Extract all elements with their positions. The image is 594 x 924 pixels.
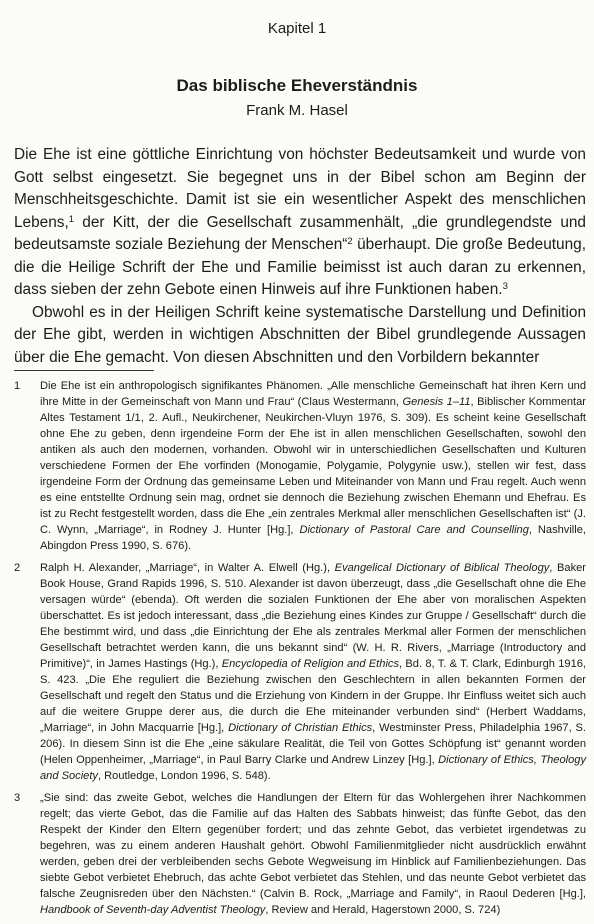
paragraph-1: Die Ehe ist eine göttliche Einrichtung von höchster Bedeutsamkeit und wurde von Gott selbst eingesetzt. Sie begegnet uns in der Bibel schon am Beginn der Menschheitsgeschichte. Damit ist sie ein wesentlicher Aspekt des menschlichen Lebens,$^1$ der Kitt, der die Gesellschaft zusammenhält, „die grundlegendste und bedeutsamste soziale Beziehung der Menschen“$^2$ überhaupt. Die große Bedeutung, die die Heilige Schrift der Ehe und Familie beimisst ist auch daran zu erkennen, dass sieben der zehn Gebote einen Hinweis auf ihre Funktionen haben.$^3$ xyxy=(14,146,587,298)
author-name: Frank M. Hasel xyxy=(246,102,348,119)
chapter-title: Das biblische Eheverständnis xyxy=(176,76,418,95)
footnote-2: 2 Ralph H. Alexander, „Marriage“, in Walter A. Elwell (Hg.), Evangelical Dictionary of Biblical Theology, Baker Book House, Grand Rapids 1996, S. 510. Alexander ist davon überzeugt, dass „die Gesellschaft ohne die Ehe versagen würde“ (ebenda). Oft werden die sozialen Funktionen der Ehe aber von moralischen Aspekten überschattet. Es ist jedoch interessant, dass „die Beziehung eines Kindes zur Gruppe / Gesellschaft“ durch die Ehe bestimmt wird, und dass „die Einrichtung der Ehe als zentrales Merkmal aller Formen der menschlichen Gesellschaft betrachtet werden kann, die uns bekannt sind“ (W. H. R. Rivers, „Marriage (Introductory and Primitive)“, in James Hastings (Hg.), Encyclopedia of Religion and Ethics, Bd. 8, T. & T. Clark, Edinburgh 1916, S. 423. „Die Ehe reguliert die Beziehung zwischen den Geschlechtern in allen bekannten Formen der Gesellschaft und regelt den Status und die Erziehung von Kindern in der Gruppe. Ihr Einfluss weitet sich auch auf die weitere Gruppe derer aus, die durch die Ehe miteinander verbunden sind“ (Herbert Waddams, „Marriage“, in John Macquarrie [Hg.], Dictionary of Christian Ethics, Westminster Press, Philadelphia 1967, S. 206). In diesem Sinn ist die Ehe „eine säkulare Realität, die Teil von Gottes Schöpfung ist“ genannt worden (Helen Oppenheimer, „Marriage“, in Paul Barry Clarke und Andrew Linzey [Hg.], Dictionary of Ethics, Theology and Society, Routledge, London 1996, S. 548). xyxy=(14,562,586,782)
footnote-ref-3: 3 xyxy=(502,280,508,292)
footnote-number: 3 xyxy=(14,792,21,804)
footnote-separator xyxy=(14,370,154,371)
footnote-1: 1 Die Ehe ist ein anthropologisch signifikantes Phänomen. „Alle menschliche Gemeinschaft hat ihren Kern und ihre Mitte in der Gemeinschaft von Mann und Frau“ (Claus Westermann, Genesis 1–11, Biblischer Kommentar Altes Testament 1/1, 2. Aufl., Neukirchener, Neukirchen-Vluyn 1976, S. 309). Es scheint keine Gesellschaft ohne Ehe zu geben, denn irgendeine Form der Ehe ist in allen menschlichen Gesellschaften, sowohl den antiken als auch den modernen, vorhanden. Obwohl wir in unterschiedlichen Gesellschaften und Kulturen verschiedene Formen der Ehe vorfinden (Monogamie, Polygamie, Polygynie usw.), stellen wir fest, dass irgendeine Form der Ordnung das gemeinsame Leben und Miteinander von Mann und Frau regelt. Auch wenn es eine entstellte Ordnung sein mag, ordnet sie dennoch die Beziehung zwischen Ehemann und Ehefrau. Es ist zu Recht festgestellt worden, dass die Ehe „ein zentrales Merkmal aller menschlichen Gesellschaften ist“ (J. C. Wynn, „Marriage“, in Rodney J. Hunter [Hg.], Dictionary of Pastoral Care and Counselling, Nashville, Abingdon Press 1990, S. 676). xyxy=(14,380,586,552)
footnote-ref-2: 2 xyxy=(347,235,353,247)
footnote-ref-1: 1 xyxy=(68,213,75,225)
footnote-number: 1 xyxy=(14,380,21,392)
footnote-3: 3 „Sie sind: das zweite Gebot, welches die Handlungen der Eltern für das Wohlergehen ihrer Nachkommen regelt; das vierte Gebot, das die Familie auf das Halten des Sabbats hinweist; das fünfte Gebot, das den Respekt der Kinder den Eltern gegenüber fordert; und das zehnte Gebot, das verbietet irgendetwas zu begehren, was zu einem anderen Haushalt gehört. Obwohl Familienmitglieder nicht ausdrücklich erwähnt werden, geben drei der verbleibenden sechs Gebote Wegweisung im Hinblick auf Familienbeziehungen. Das siebte Gebot verbietet Ehebruch, das achte Gebot verbietet das Stehlen, und das neunte Gebot verbietet das falsche Zeugnisreden über den Nächsten.“ (Calvin B. Rock, „Marriage and Family“, in Raoul Dederen [Hg.], Handbook of Seventh-day Adventist Theology, Review and Herald, Hagerstown 2000, S. 724) xyxy=(14,792,586,916)
main-text xyxy=(14,144,586,369)
footnotes xyxy=(14,378,586,924)
chapter-label: Kapitel 1 xyxy=(267,20,327,37)
paragraph-2: Obwohl es in der Heiligen Schrift keine systematische Darstellung und Definition der Ehe gibt, werden in wichtigen Abschnitten der Bibel grundlegende Aussagen über die Ehe gemacht. Von diesen Abschnitten und den Vorbildern bekannter xyxy=(14,303,586,366)
footnote-number: 2 xyxy=(14,562,21,574)
